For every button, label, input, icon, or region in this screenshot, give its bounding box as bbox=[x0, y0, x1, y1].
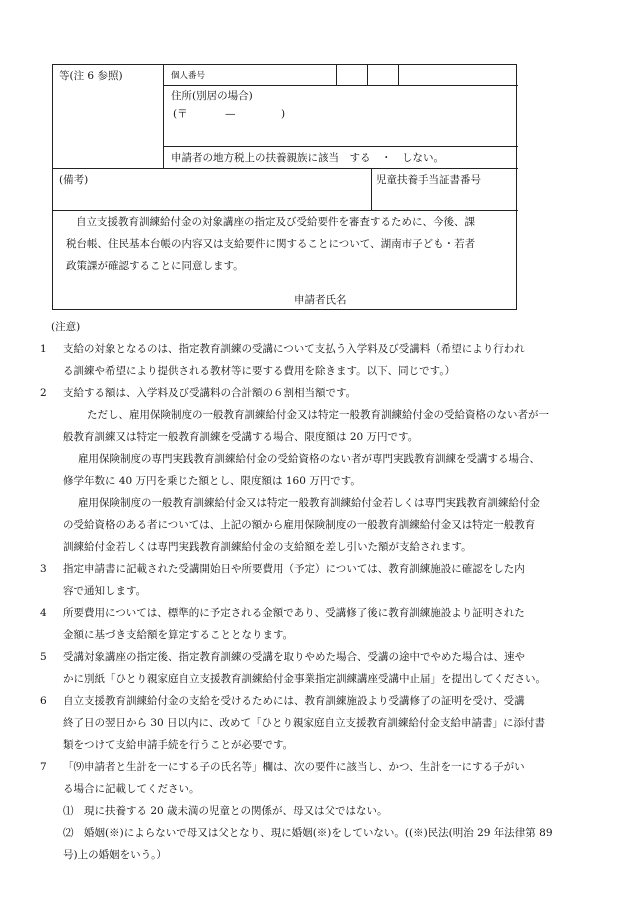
note-text: 号)上の婚姻をいう。） bbox=[63, 849, 167, 861]
note-text: 修学年数に 40 万円を乗じた額とし、限度額は 160 万円です。 bbox=[63, 475, 361, 487]
row-divider bbox=[163, 85, 518, 86]
cell-divider bbox=[367, 65, 368, 85]
consent-line: 自立支援教育訓練給付金の対象講座の指定及び受給要件を審査するために、今後、課 bbox=[76, 216, 475, 228]
note-text: 自立支援教育訓練給付金の支給を受けるためには、教育訓練施設より受講修了の証明を受け、受講 bbox=[63, 695, 525, 707]
note-line bbox=[40, 646, 600, 668]
note-text: 雇用保険制度の専門実践教育訓練給付金の受給資格のない者が専門実践教育訓練を受講する場合、 bbox=[78, 453, 540, 465]
column-divider bbox=[163, 65, 164, 168]
note-line bbox=[40, 668, 600, 690]
note-text: る訓練や希望により提供される教材等に要する費用を除きます。以下、同じです。） bbox=[63, 365, 456, 377]
note-text: 金額に基づき支給額を算定することとなります。 bbox=[63, 629, 294, 641]
note-number: 3 bbox=[40, 563, 47, 575]
applicant-name-label: 申請者氏名 bbox=[294, 294, 347, 306]
note-line bbox=[40, 624, 600, 646]
note-line bbox=[40, 536, 600, 558]
note-text: ⑴ 現に扶養する 20 歳未満の児童との関係が、母又は父ではない。 bbox=[63, 805, 388, 817]
note-line bbox=[40, 822, 600, 844]
cell-divider bbox=[398, 65, 399, 85]
postal-open: (〒 bbox=[173, 108, 188, 120]
note-line bbox=[40, 756, 600, 778]
note-line bbox=[40, 602, 600, 624]
note-text: 般教育訓練又は特定一般教育訓練を受講する場合、限度額は 20 万円です。 bbox=[63, 431, 419, 443]
note-text: 「⑼申請者と生計を一にする子の氏名等」欄は、次の要件に該当し、かつ、生計を一にする子がい bbox=[63, 761, 525, 773]
postal-close: ) bbox=[281, 108, 286, 120]
note-text: ⑵ 婚姻(※)によらないで母又は父となり、現に婚姻(※)をしていない。((※)民法(明治 29 年法律第 89 bbox=[63, 827, 553, 839]
note-text: 支給の対象となるのは、指定教育訓練の受講について支払う入学料及び受講料（希望により行われ bbox=[63, 343, 525, 355]
note-text: 所要費用については、標準的に予定される金額であり、受講修了後に教育訓練施設より証明された bbox=[63, 607, 525, 619]
note-text: ただし、雇用保険制度の一般教育訓練給付金又は特定一般教育訓練給付金の受給資格のない者が一 bbox=[87, 409, 549, 421]
cell-divider bbox=[336, 65, 337, 85]
note-line bbox=[40, 580, 600, 602]
note-line bbox=[40, 690, 600, 712]
note-text: 終了日の翌日から 30 日以内に、改めて「ひとり親家庭自立支援教育訓練給付金支給申請書」に添付書 bbox=[63, 717, 546, 729]
notes-section bbox=[40, 316, 600, 866]
note-line bbox=[40, 360, 600, 382]
note-line bbox=[40, 800, 600, 822]
note-number: 1 bbox=[40, 343, 47, 355]
note-line bbox=[40, 734, 600, 756]
note-text: 訓練給付金若しくは専門実践教育訓練給付金の支給額を差し引いた額が支給されます。 bbox=[63, 541, 472, 553]
note-text: 指定申請書に記載された受講開始日や所要費用（予定）については、教育訓練施設に確認をした内 bbox=[63, 563, 525, 575]
note-line bbox=[40, 558, 600, 580]
note-text: の受給資格のある者については、上記の額から雇用保険制度の一般教育訓練給付金又は特定一般教育 bbox=[63, 519, 536, 531]
address-label: 住所(別居の場合) bbox=[171, 90, 253, 102]
note-line bbox=[40, 338, 600, 360]
note-text: る場合に記載してください。 bbox=[63, 783, 200, 795]
tax-dependent-text: 申請者の地方税上の扶養親族に該当 する ・ しない。 bbox=[171, 152, 444, 164]
child-allowance-label: 児童扶養手当証書番号 bbox=[376, 174, 481, 186]
note-line bbox=[40, 514, 600, 536]
note-text: 支給する額は、入学料及び受講料の合計額の６割相当額です。 bbox=[63, 387, 357, 399]
note-line bbox=[40, 778, 600, 800]
note-line bbox=[40, 448, 600, 470]
consent-line: 政策課が確認することに同意します。 bbox=[66, 260, 244, 272]
consent-line: 税台帳、住民基本台帳の内容又は支給要件に関することについて、湖南市子ども・若者 bbox=[66, 238, 476, 250]
consent-paragraph bbox=[66, 211, 516, 277]
note-text: 容で通知します。 bbox=[63, 585, 147, 597]
note-line bbox=[40, 844, 600, 866]
note-line bbox=[40, 382, 600, 404]
note-line bbox=[40, 492, 600, 514]
postal-dash: — bbox=[225, 108, 236, 120]
note-number: 4 bbox=[40, 607, 47, 619]
row-divider bbox=[163, 146, 518, 147]
note-number: 5 bbox=[40, 651, 47, 663]
note-line bbox=[40, 404, 600, 426]
notes-heading: (注意) bbox=[51, 321, 81, 333]
notes-list bbox=[40, 338, 600, 866]
remarks-label: (備考) bbox=[59, 174, 89, 186]
note-text: 受講対象講座の指定後、指定教育訓練の受講を取りやめた場合、受講の途中でやめた場合は、速や bbox=[63, 651, 525, 663]
remarks-divider bbox=[371, 168, 372, 210]
row-divider bbox=[53, 168, 518, 169]
note-line bbox=[40, 426, 600, 448]
family-label: 等(注 6 参照) bbox=[59, 70, 123, 82]
note-number: 7 bbox=[40, 761, 47, 773]
note-text: 類をつけて支給申請手続を行うことが必要です。 bbox=[63, 739, 294, 751]
note-text: 雇用保険制度の一般教育訓練給付金又は特定一般教育訓練給付金若しくは専門実践教育訓練給付金 bbox=[78, 497, 540, 509]
note-line bbox=[40, 712, 600, 734]
note-line bbox=[40, 470, 600, 492]
note-text: かに別紙「ひとり親家庭自立支援教育訓練給付金事業指定訓練講座受講中止届」を提出してください。 bbox=[63, 673, 546, 685]
note-number: 6 bbox=[40, 695, 47, 707]
my-number-label: 個人番号 bbox=[171, 71, 206, 81]
note-number: 2 bbox=[40, 387, 47, 399]
